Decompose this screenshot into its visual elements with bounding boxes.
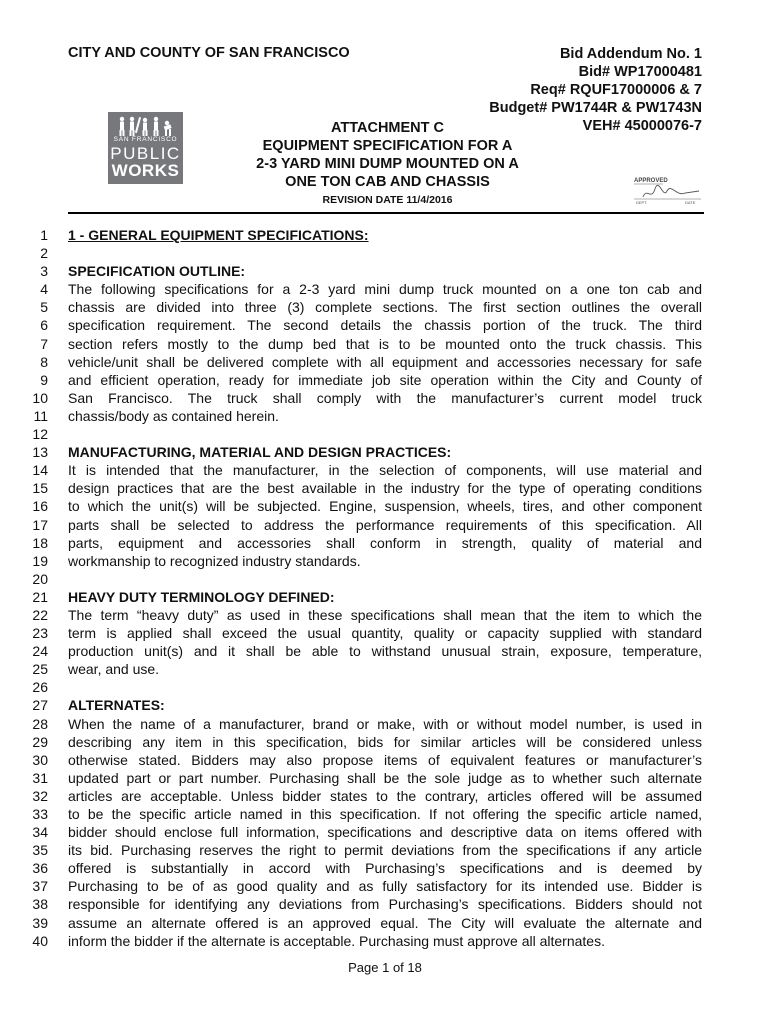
line-number: 37 (32, 878, 48, 895)
revision-date: REVISION DATE 11/4/2016 (322, 194, 453, 206)
bid-number: Bid# WP17000481 (578, 64, 702, 80)
line-number: 5 (40, 299, 48, 316)
body-text-line: and efficient operation, ready for immediate job site operation within the City and County of (68, 371, 702, 388)
line-number: 30 (32, 751, 48, 768)
body-text-line: its bid. Purchasing reserves the right to permit deviations from the specifications if any article (68, 842, 702, 859)
blank-line (68, 244, 702, 262)
line-number: 9 (40, 371, 48, 388)
line-number: 7 (40, 335, 48, 352)
line-number: 24 (32, 643, 48, 660)
body-text-line: to which the unit(s) will be subjected. Engine, suspension, wheels, tires, and other component (68, 498, 702, 515)
line-number: 1 (40, 227, 48, 243)
body-text-line: otherwise stated. Bidders may also propose items of equivalent features or manufacturer’s (68, 751, 702, 768)
body-text-line: The following specifications for a 2-3 yard mini dump truck mounted on a one ton cab and (68, 281, 702, 298)
section-heading: 1 - GENERAL EQUIPMENT SPECIFICATIONS: (68, 227, 369, 243)
body-text-line: design practices that are the best available in the industry for the type of operating conditions (68, 480, 702, 497)
bid-addendum: Bid Addendum No. 1 (559, 46, 702, 62)
budget-number: Budget# PW1744R & PW1743N (489, 100, 702, 116)
line-number: 40 (32, 932, 48, 949)
line-number: 12 (32, 426, 48, 443)
body-text-line: bidder should enclose full information, specifications and descriptive data on items offered with (68, 824, 702, 841)
line-number: 22 (32, 606, 48, 623)
body-text-line: chassis/body as contained herein. (68, 407, 279, 424)
blank-line (68, 425, 702, 443)
stamp-approved-label: APPROVED (634, 178, 668, 184)
body-text-line: to be the specific article named in this specification. If not offering the specific article named, (68, 806, 702, 822)
line-number: 38 (32, 896, 48, 913)
line-number: 39 (32, 914, 48, 931)
attachment-title-line-3: ONE TON CAB AND CHASSIS (285, 174, 490, 190)
line-number: 20 (32, 570, 48, 587)
line-number: 15 (32, 480, 48, 497)
body-text-line: production unit(s) and it shall be able to withstand unusual strain, exposure, temperature, (68, 643, 702, 660)
attachment-label: ATTACHMENT C (330, 120, 445, 136)
line-number: 27 (32, 697, 48, 714)
body-text-line: inform the bidder if the alternate is acceptable. Purchasing must approve all alternates. (68, 932, 605, 949)
subheading-manufacturing-practices: MANUFACTURING, MATERIAL AND DESIGN PRACTICES: (68, 444, 452, 461)
line-number: 16 (32, 498, 48, 515)
line-number: 4 (40, 281, 48, 298)
line-number: 3 (40, 263, 48, 280)
line-number: 11 (33, 407, 48, 424)
body-text-line: articles are acceptable. Unless bidder states to the contrary, articles offered will be assumed (68, 787, 702, 804)
line-number: 34 (32, 824, 48, 841)
body-text-line: parts shall be selected to address the performance requirements of this specification. All (68, 516, 702, 533)
line-number: 25 (32, 661, 48, 678)
stamp-date-label: DATE (685, 200, 696, 205)
line-number: 33 (32, 806, 48, 822)
body-text-line: parts, equipment and accessories shall conform in strength, quality of material and (68, 534, 702, 551)
blank-line (68, 570, 702, 588)
line-number: 35 (32, 842, 48, 859)
body-text-line: section refers mostly to the dump bed that is to be mounted onto the truck chassis. This (68, 335, 702, 352)
body-text-line: San Francisco. The truck shall comply with the manufacturer’s current model truck (68, 389, 702, 406)
line-number: 36 (32, 860, 48, 877)
req-number: Req# RQUF17000006 & 7 (530, 82, 702, 98)
public-works-logo (108, 112, 183, 184)
subheading-alternates: ALTERNATES: (68, 697, 165, 714)
line-number: 13 (32, 444, 48, 461)
workers-silhouette-icon (116, 116, 175, 136)
line-number: 32 (32, 787, 48, 804)
subheading-specification-outline: SPECIFICATION OUTLINE: (68, 263, 246, 280)
line-number: 2 (40, 245, 48, 262)
line-number: 6 (40, 317, 48, 334)
line-number: 18 (32, 534, 48, 551)
line-number: 26 (32, 679, 48, 696)
signature-scribble (643, 185, 699, 197)
body-text-line: chassis are divided into three (3) complete sections. The first section outlines the overall (68, 299, 702, 316)
body-text-line: Purchasing to be of as good quality and as fully satisfactory for its intended use. Bidder is (68, 878, 702, 895)
body-text-line: vehicle/unit shall be delivered complete with all equipment and accessories necessary for safe (68, 353, 702, 370)
stamp-dept-label: DEPT. (636, 200, 648, 205)
body-text-line: offered is substantially in accord with Purchasing’s specifications and is deemed by (68, 860, 702, 877)
body-text-line: assume an alternate offered is an approved equal. The City will evaluate the alternate and (68, 914, 702, 931)
attachment-title-block (200, 119, 575, 208)
logo-line-public: PUBLIC (110, 144, 181, 163)
line-number-column (20, 226, 48, 950)
body-text-line: It is intended that the manufacturer, in the selection of components, will use material and (68, 462, 702, 479)
line-number: 28 (32, 715, 48, 732)
body-text-line: describing any item in this specification, bids for similar articles will be considered unless (68, 733, 702, 750)
body-text-line: responsible for identifying any deviations from Purchasing’s specifications. Bidders should not (68, 896, 702, 913)
subheading-heavy-duty: HEAVY DUTY TERMINOLOGY DEFINED: (68, 588, 335, 605)
page-number: Page 1 of 18 (348, 960, 422, 975)
line-number: 17 (32, 516, 48, 533)
logo-line-san-francisco: SAN FRANCISCO (113, 136, 178, 143)
logo-line-works: WORKS (111, 161, 180, 180)
line-number: 10 (32, 389, 48, 406)
attachment-title-line-2: 2-3 YARD MINI DUMP MOUNTED ON A (256, 156, 519, 172)
body-text-line: updated part or part number. Purchasing shall be the sole judge as to whether such alternate (68, 769, 702, 786)
body-text-line: term is applied shall exceed the usual quantity, quality or capacity supplied with standard (68, 625, 702, 642)
body-text-line: When the name of a manufacturer, brand or make, with or without model number, is used in (68, 715, 702, 732)
attachment-title-line-1: EQUIPMENT SPECIFICATION FOR A (262, 138, 513, 154)
body-text-line: specification requirement. The second details the chassis portion of the truck. The third (68, 317, 702, 334)
line-number: 19 (32, 552, 48, 569)
line-number: 8 (40, 353, 48, 370)
blank-line (68, 678, 702, 696)
line-number: 31 (32, 769, 48, 786)
body-text-line: workmanship to recognized industry standards. (68, 552, 361, 569)
line-number: 23 (32, 625, 48, 642)
line-number: 29 (32, 733, 48, 750)
line-number: 21 (32, 588, 48, 605)
body-text-line: wear, and use. (68, 661, 160, 678)
line-number: 14 (32, 462, 48, 479)
header-divider (68, 212, 704, 214)
approval-stamp (633, 175, 703, 205)
document-body (68, 226, 702, 950)
veh-number: VEH# 45000076-7 (582, 118, 702, 134)
body-text-line: The term “heavy duty” as used in these specifications shall mean that the item to which the (68, 606, 702, 623)
organization-name: CITY AND COUNTY OF SAN FRANCISCO (68, 45, 350, 61)
